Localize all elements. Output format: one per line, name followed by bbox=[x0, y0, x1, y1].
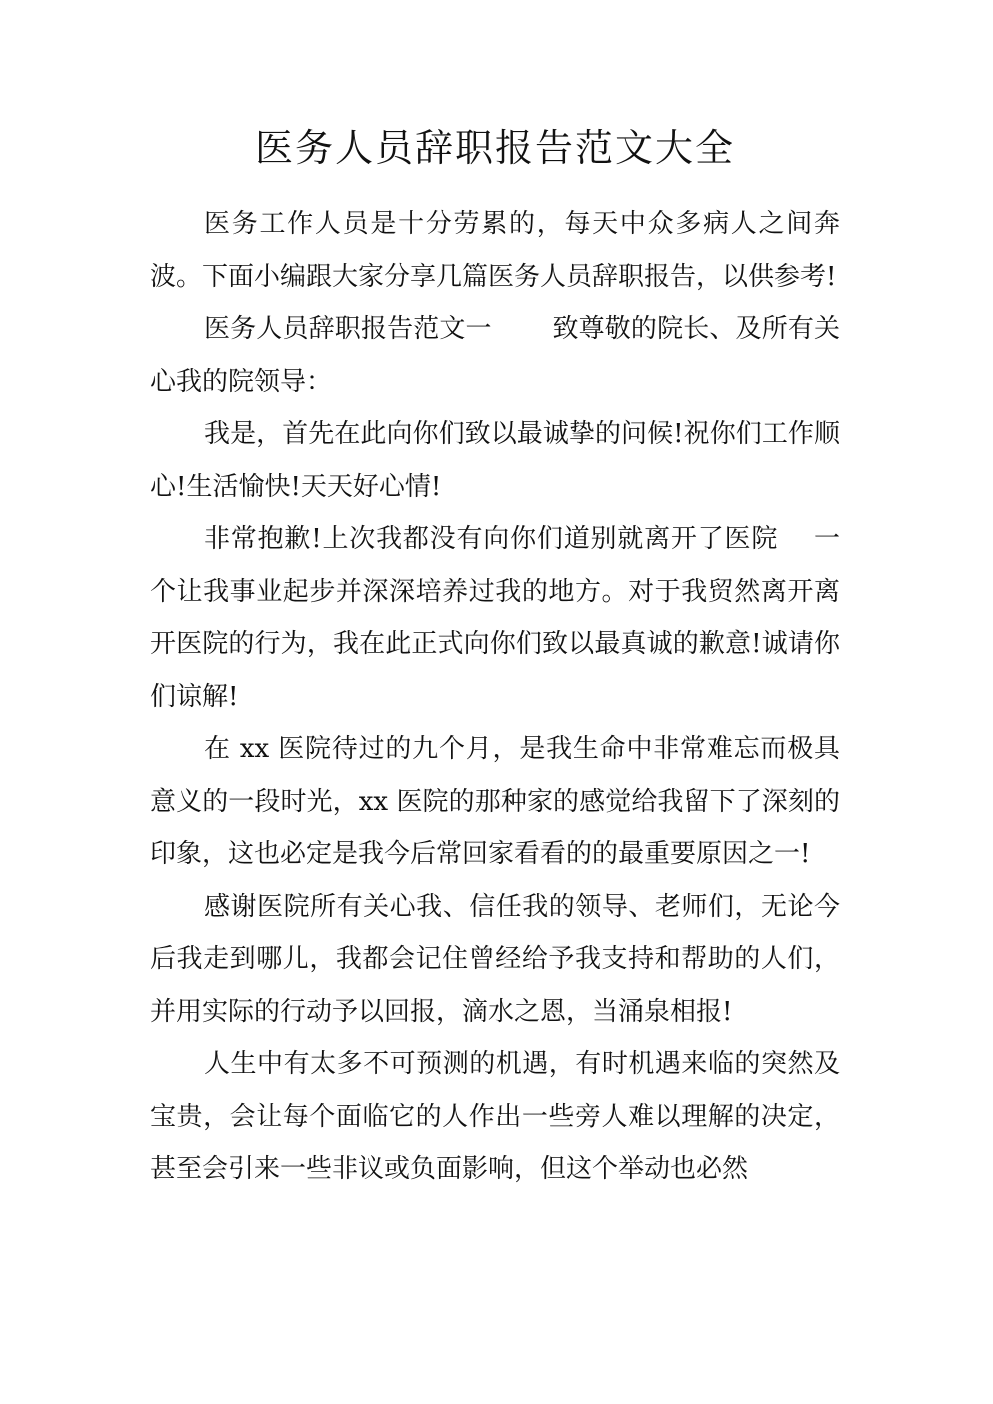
paragraph-regards: 我是，首先在此向你们致以最诚挚的问候!祝你们工作顺心!生活愉快!天天好心情! bbox=[150, 419, 840, 502]
paragraph-greeting: 医务人员辞职报告范文一 致尊敬的院长、及所有关心我的院领导： bbox=[150, 314, 840, 397]
paragraph-apology: 非常抱歉!上次我都没有向你们道别就离开了医院 一个让我事业起步并深深培养过我的地方。对于我贸然离开离开医院的行为，我在此正式向你们致以最真诚的歉意!诚请你们谅解! bbox=[150, 524, 840, 712]
document-page bbox=[150, 120, 840, 1196]
paragraph-opportunity: 人生中有太多不可预测的机遇，有时机遇来临的突然及宝贵，会让每个面临它的人作出一些旁人难以理解的决定，甚至会引来一些非议或负面影响，但这个举动也必然 bbox=[150, 1049, 840, 1184]
document-title: 医务人员辞职报告范文大全 bbox=[254, 126, 735, 170]
paragraph-thanks: 感谢医院所有关心我、信任我的领导、老师们，无论今后我走到哪儿，我都会记住曾经给予我支持和帮助的人们，并用实际的行动予以回报，滴水之恩，当涌泉相报! bbox=[150, 891, 840, 1027]
paragraph-memories: 在 xx 医院待过的九个月，是我生命中非常难忘而极具意义的一段时光，xx 医院的那种家的感觉给我留下了深刻的印象，这也必定是我今后常回家看看的的最重要原因之一! bbox=[150, 734, 840, 869]
paragraph-intro: 医务工作人员是十分劳累的，每天中众多病人之间奔波。下面小编跟大家分享几篇医务人员辞职报告，以供参考! bbox=[150, 209, 840, 292]
